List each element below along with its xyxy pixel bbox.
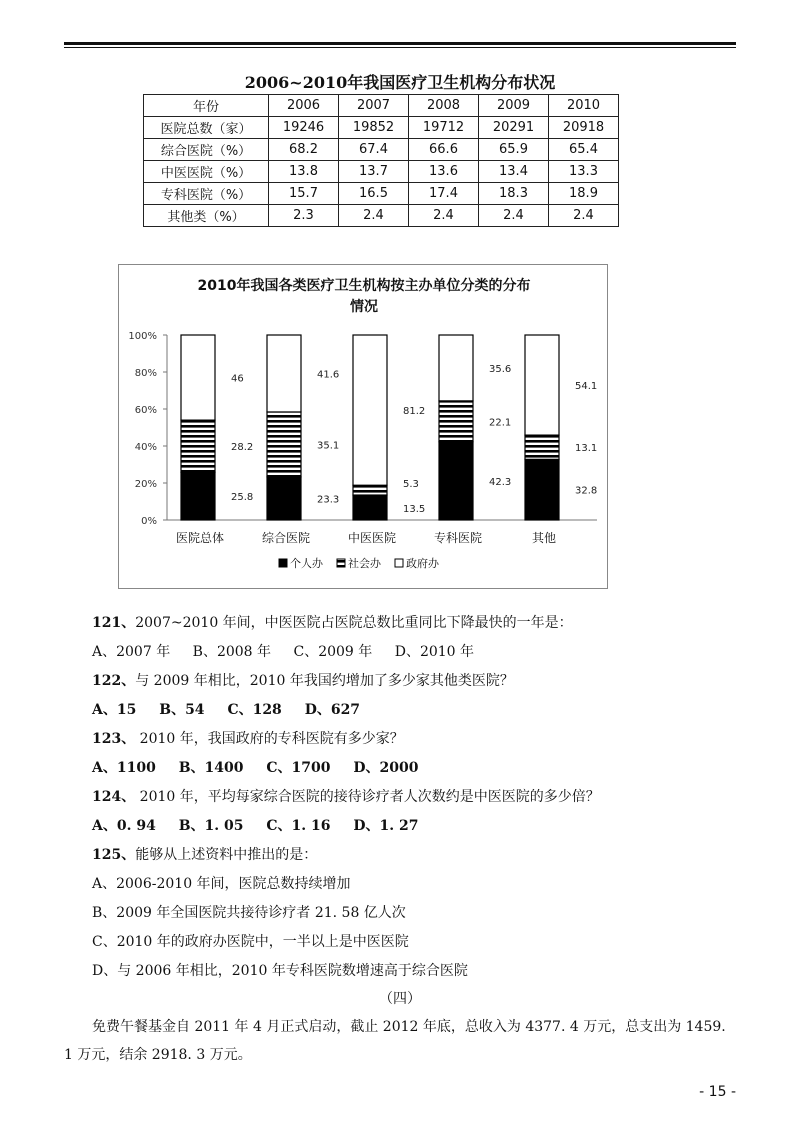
x-tick-label: 综合医院: [261, 531, 311, 545]
data-label: 42.3: [489, 476, 512, 488]
x-tick-label: 其他: [531, 531, 557, 545]
table-cell: 综合医院（%）: [144, 139, 269, 161]
option-125-d[interactable]: D、与 2006 年相比，2010 年专科医院数增速高于综合医院: [92, 963, 468, 979]
data-label: 54.1: [575, 381, 598, 393]
table-cell: 其他类（%）: [144, 205, 269, 227]
table-cell: 19712: [409, 117, 479, 139]
y-tick-label: 40%: [134, 442, 157, 453]
question-number: 121、: [92, 615, 136, 631]
options-124: [92, 815, 437, 835]
option[interactable]: B、1400: [178, 760, 244, 776]
data-label: 22.1: [489, 417, 512, 429]
option-125-b[interactable]: B、2009 年全国医院共接待诊疗者 21. 58 亿人次: [92, 905, 406, 921]
table-cell: 68.2: [269, 139, 339, 161]
bar-segment: [525, 459, 559, 520]
header-rule-thin: [64, 47, 736, 48]
table-cell: 13.4: [479, 161, 549, 183]
stacked-bar-chart: [118, 264, 608, 589]
table-cell: 15.7: [269, 183, 339, 205]
chart-svg: [119, 265, 609, 590]
option[interactable]: A、2007 年: [92, 644, 171, 660]
bar-segment: [181, 472, 215, 520]
data-label: 23.3: [317, 494, 340, 506]
table-cell: 66.6: [409, 139, 479, 161]
question-number: 123、: [92, 731, 136, 747]
table-cell: 18.3: [479, 183, 549, 205]
option[interactable]: D、627: [304, 702, 361, 718]
x-tick-label: 中医医院: [347, 531, 397, 545]
y-tick-label: 100%: [128, 331, 157, 342]
option-125-a[interactable]: A、2006-2010 年间，医院总数持续增加: [92, 876, 351, 892]
y-tick-label: 0%: [141, 516, 157, 527]
option[interactable]: B、2008 年: [192, 644, 272, 660]
data-label: 35.1: [317, 440, 340, 452]
table-cell: 2.4: [549, 205, 619, 227]
bar-segment: [353, 335, 387, 485]
y-tick-label: 20%: [134, 479, 157, 490]
option[interactable]: B、1. 05: [178, 818, 244, 834]
table-cell: 65.4: [549, 139, 619, 161]
options-121: [92, 641, 492, 661]
table-header-cell: 年份: [144, 95, 269, 117]
bar-segment: [353, 485, 387, 495]
option-125-c[interactable]: C、2010 年的政府办医院中，一半以上是中医医院: [92, 934, 409, 950]
data-label: 13.5: [403, 504, 426, 515]
table-cell: 20918: [549, 117, 619, 139]
bar-segment: [267, 412, 301, 477]
data-label: 13.1: [575, 443, 598, 455]
option[interactable]: A、0. 94: [92, 818, 156, 834]
table-row: [144, 161, 619, 183]
option[interactable]: C、2009 年: [293, 644, 373, 660]
chart-title: 情况: [350, 299, 378, 315]
options-122: [92, 699, 378, 719]
option[interactable]: D、1. 27: [353, 818, 419, 834]
bar-segment: [181, 335, 215, 420]
question-122: [92, 670, 514, 690]
table-title: 2006~2010年我国医疗卫生机构分布状况: [244, 73, 556, 92]
y-tick-label: 60%: [134, 405, 157, 416]
option[interactable]: D、2000: [353, 760, 419, 776]
question-text: 2010 年，平均每家综合医院的接待诊疗者人次数约是中医医院的多少倍？: [135, 789, 600, 805]
question-number: 125、: [92, 847, 136, 863]
table-cell: 20291: [479, 117, 549, 139]
legend-label: 个人办: [290, 557, 323, 570]
option[interactable]: D、2010 年: [394, 644, 475, 660]
question-121: [92, 612, 573, 632]
data-label: 5.3: [403, 479, 419, 491]
table-cell: 16.5: [339, 183, 409, 205]
x-tick-label: 医院总体: [175, 531, 225, 545]
bar-segment: [267, 335, 301, 412]
section-label: （四）: [379, 991, 421, 1007]
data-label: 81.2: [403, 406, 426, 418]
table-header-cell: 2006: [269, 95, 339, 117]
question-123: [92, 728, 404, 748]
question-text: 2007~2010 年间，中医医院占医院总数比重同比下降最快的一年是：: [135, 615, 573, 631]
table-cell: 65.9: [479, 139, 549, 161]
option[interactable]: A、1100: [92, 760, 156, 776]
table-cell: 19852: [339, 117, 409, 139]
option[interactable]: C、128: [227, 702, 282, 718]
table-cell: 2.4: [479, 205, 549, 227]
table-cell: 2.3: [269, 205, 339, 227]
table-cell: 专科医院（%）: [144, 183, 269, 205]
data-label: 46: [231, 373, 244, 385]
legend-label: 政府办: [406, 557, 439, 570]
bar-segment: [439, 401, 473, 442]
table-cell: 13.7: [339, 161, 409, 183]
legend-swatch: [337, 559, 345, 567]
data-label: 32.8: [575, 485, 598, 497]
header-rule-thick: [64, 42, 736, 45]
table-row: [144, 139, 619, 161]
question-number: 122、: [92, 673, 136, 689]
bar-segment: [439, 442, 473, 520]
data-label: 35.6: [489, 363, 512, 375]
question-125: [92, 844, 317, 864]
x-tick-label: 专科医院: [433, 531, 483, 545]
table-header-cell: 2008: [409, 95, 479, 117]
option[interactable]: A、15: [92, 702, 137, 718]
table-cell: 2.4: [409, 205, 479, 227]
legend-swatch: [279, 559, 287, 567]
bar-segment: [525, 435, 559, 459]
question-124: [92, 786, 600, 806]
chart-title: 2010年我国各类医疗卫生机构按主办单位分类的分布: [197, 278, 531, 294]
table-row: [144, 183, 619, 205]
table-cell: 医院总数（家）: [144, 117, 269, 139]
data-label: 25.8: [231, 492, 254, 504]
bar-segment: [267, 477, 301, 520]
table-row: [144, 205, 619, 227]
table-header-cell: 2009: [479, 95, 549, 117]
option[interactable]: B、54: [159, 702, 205, 718]
page-number: - 15 -: [699, 1084, 736, 1100]
bar-segment: [353, 495, 387, 520]
table-row: [144, 117, 619, 139]
question-text: 与 2009 年相比，2010 年我国约增加了多少家其他类医院？: [135, 673, 514, 689]
option[interactable]: C、1. 16: [266, 818, 331, 834]
options-123: [92, 757, 436, 777]
table-cell: 67.4: [339, 139, 409, 161]
question-number: 124、: [92, 789, 136, 805]
table-cell: 2.4: [339, 205, 409, 227]
table-cell: 17.4: [409, 183, 479, 205]
y-tick-label: 80%: [134, 368, 157, 379]
legend-swatch: [395, 559, 403, 567]
table-cell: 13.6: [409, 161, 479, 183]
question-text: 能够从上述资料中推出的是：: [135, 847, 318, 863]
legend-label: 社会办: [348, 557, 381, 570]
option[interactable]: C、1700: [266, 760, 331, 776]
bar-segment: [525, 335, 559, 435]
table-header-cell: 2007: [339, 95, 409, 117]
data-label: 41.6: [317, 369, 340, 381]
table-header-cell: 2010: [549, 95, 619, 117]
table-cell: 13.3: [549, 161, 619, 183]
bar-segment: [181, 420, 215, 472]
table-cell: 13.8: [269, 161, 339, 183]
table-cell: 18.9: [549, 183, 619, 205]
data-label: 28.2: [231, 442, 254, 454]
material-paragraph: 免费午餐基金自 2011 年 4 月正式启动，截止 2012 年底，总收入为 4377. 4 万元，总支出为 1459. 1 万元，结余 2918. 3 万元。: [64, 1019, 726, 1063]
table-cell: 中医医院（%）: [144, 161, 269, 183]
data-table: [143, 94, 619, 227]
table-header-row: [144, 95, 619, 117]
table-cell: 19246: [269, 117, 339, 139]
bar-segment: [439, 335, 473, 401]
question-text: 2010 年，我国政府的专科医院有多少家？: [135, 731, 404, 747]
